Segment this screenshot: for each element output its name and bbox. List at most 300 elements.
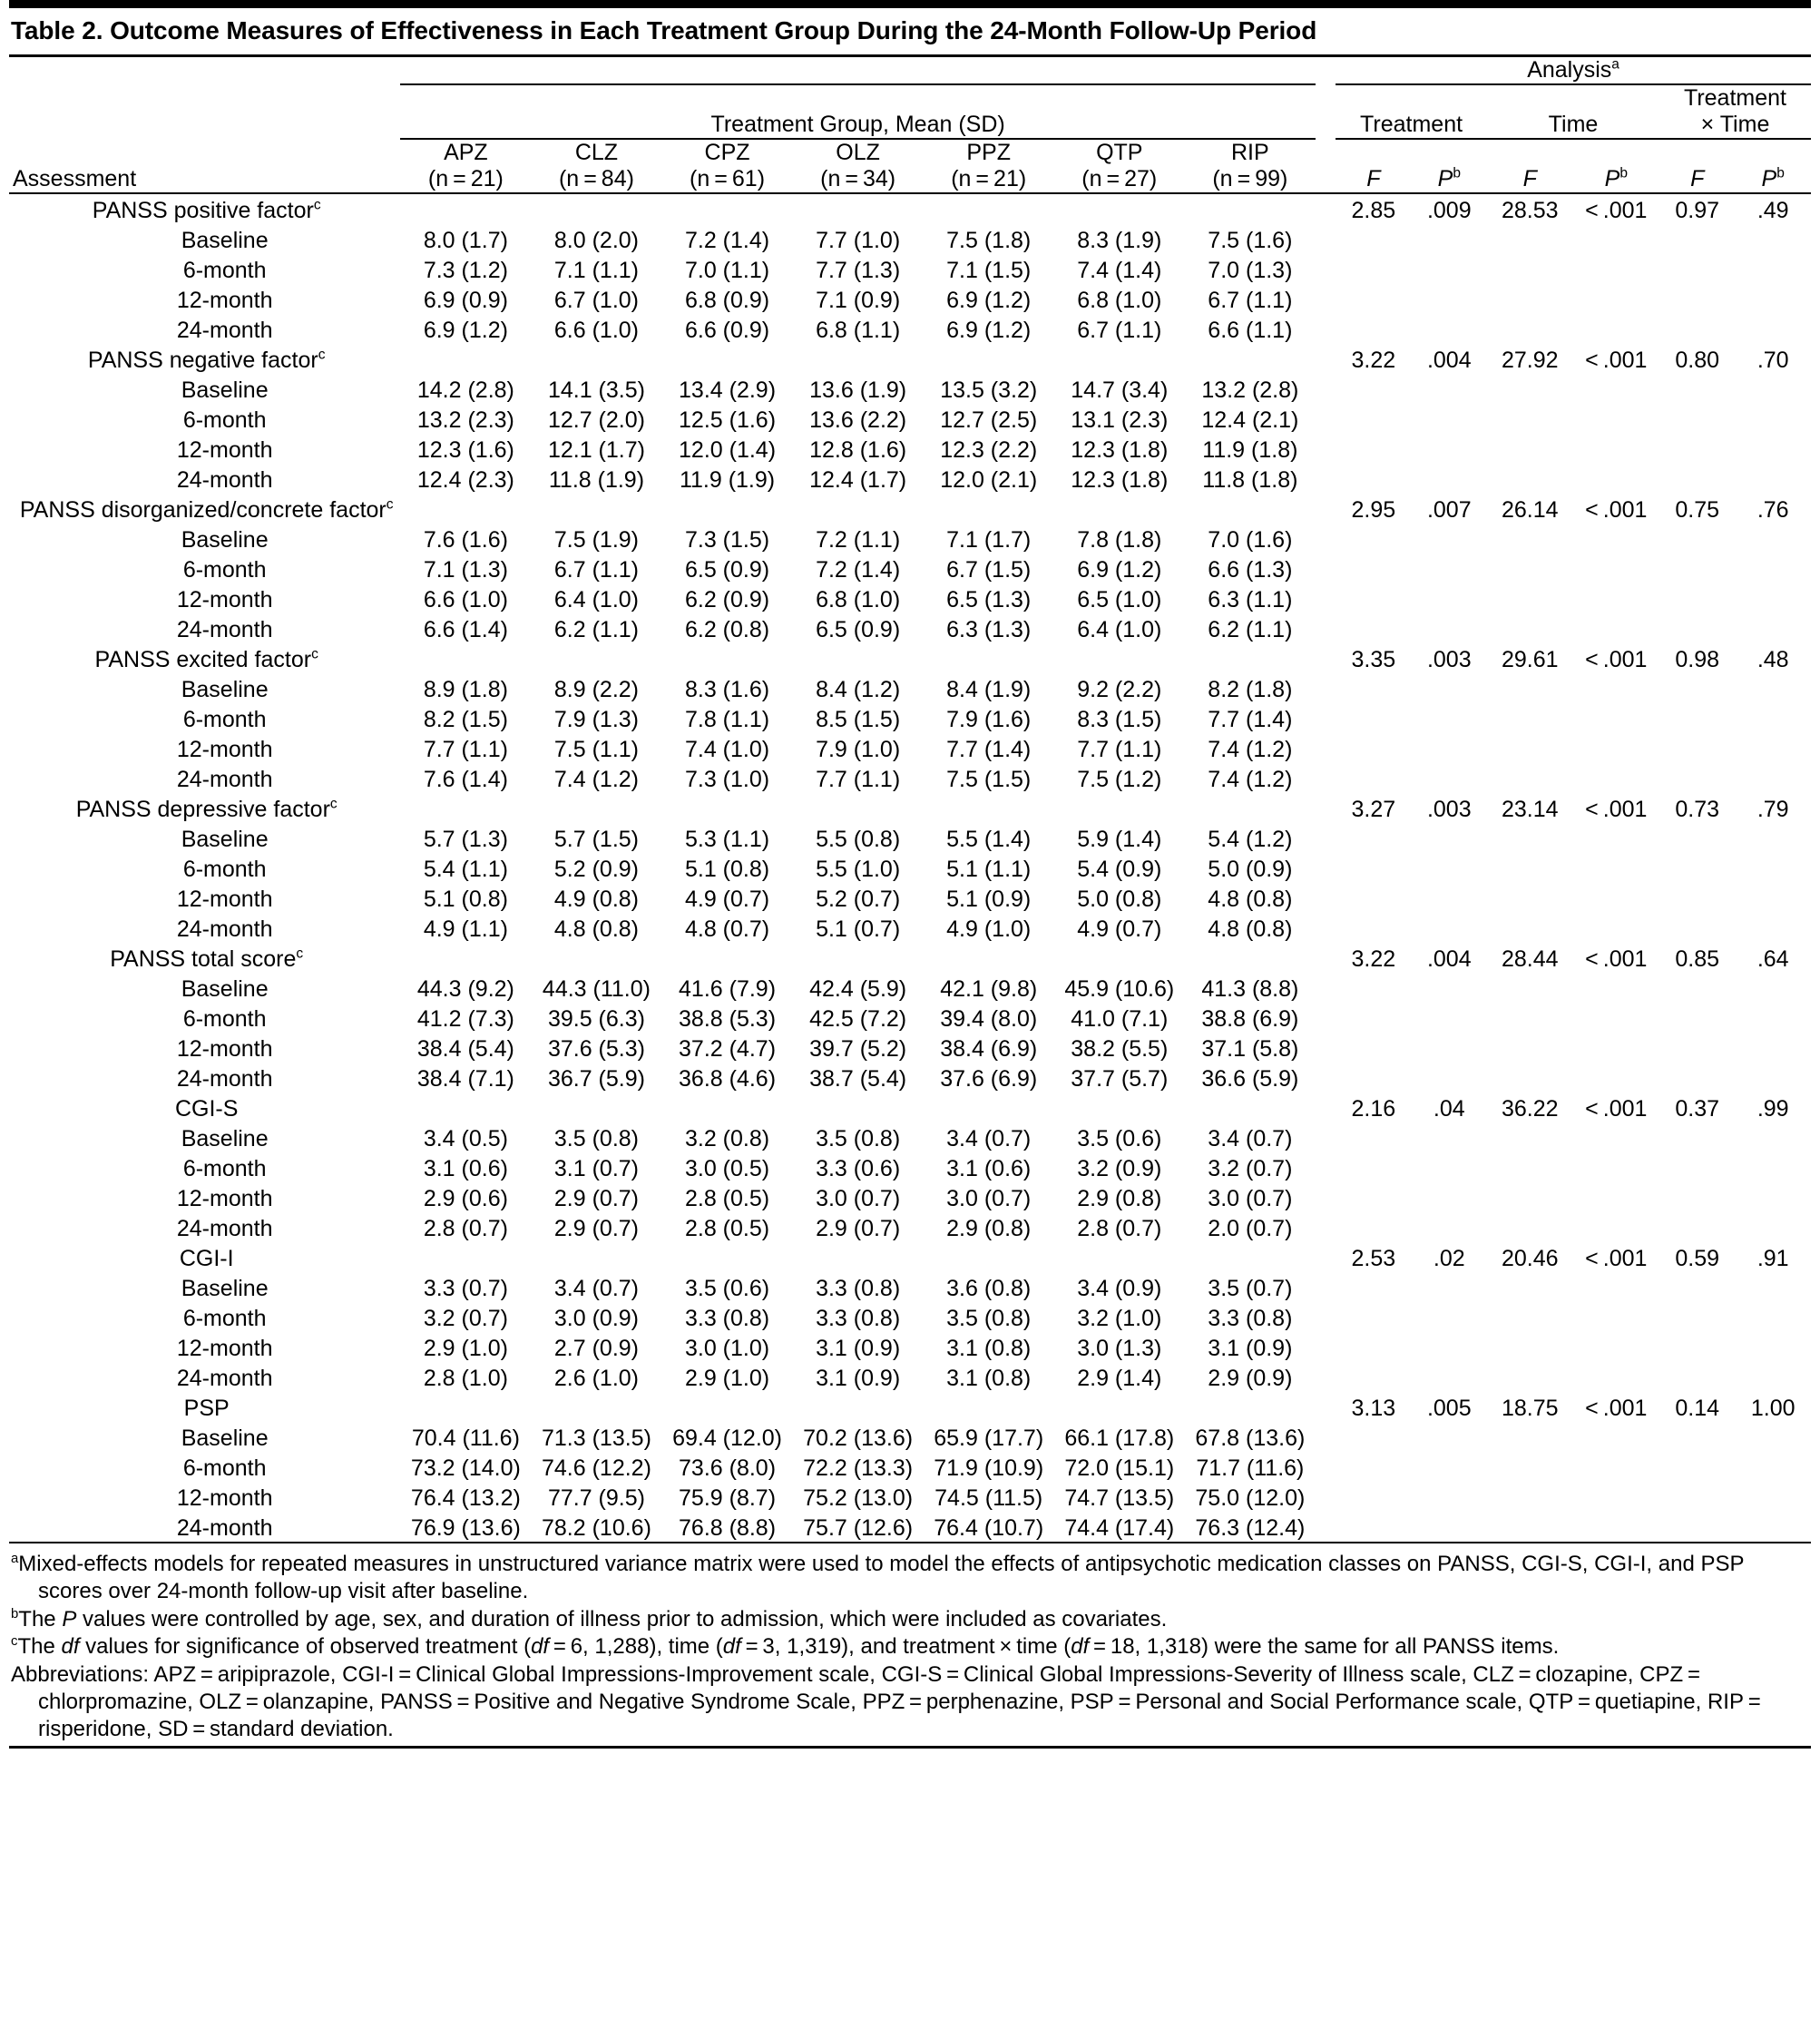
empty-value-cell xyxy=(924,1092,1054,1122)
interaction-label-line2: × Time xyxy=(1700,112,1770,137)
spacer-cell xyxy=(1316,913,1336,943)
empty-analysis-cell xyxy=(1735,853,1811,883)
value-cell: 2.9 (1.4) xyxy=(1077,1366,1162,1391)
empty-analysis-cell xyxy=(1412,1512,1487,1542)
empty-analysis-cell xyxy=(1336,254,1411,284)
empty-analysis-cell xyxy=(1573,434,1659,464)
value-cell: 3.0 (0.7) xyxy=(946,1186,1032,1211)
value-cell: 4.9 (0.8) xyxy=(553,887,640,912)
empty-analysis-cell xyxy=(1573,1212,1659,1242)
value-cell: 3.1 (0.6) xyxy=(946,1156,1032,1181)
empty-value-cell xyxy=(531,643,661,673)
value-cell: 3.5 (0.6) xyxy=(1077,1126,1162,1151)
value-cell: 7.5 (1.9) xyxy=(553,527,640,553)
header-span-row-2 xyxy=(9,85,1811,138)
table-row xyxy=(9,583,1811,613)
value-cell: 11.8 (1.8) xyxy=(1202,467,1298,493)
empty-analysis-cell xyxy=(1336,583,1411,613)
value-cell: 5.7 (1.3) xyxy=(423,827,508,852)
time-p-value: < .001 xyxy=(1585,946,1648,972)
value-cell: 3.1 (0.7) xyxy=(553,1156,640,1181)
value-cell: 76.4 (13.2) xyxy=(410,1485,521,1511)
value-cell: 8.5 (1.5) xyxy=(816,707,901,732)
empty-analysis-cell xyxy=(1487,703,1573,733)
empty-value-cell xyxy=(1054,194,1185,224)
value-cell: 12.0 (2.1) xyxy=(940,467,1038,493)
header-n-row xyxy=(9,166,1811,192)
value-cell: 41.2 (7.3) xyxy=(416,1006,514,1032)
empty-analysis-cell xyxy=(1412,733,1487,763)
empty-analysis-cell xyxy=(1336,464,1411,494)
empty-analysis-cell xyxy=(1336,883,1411,913)
table-row xyxy=(9,554,1811,583)
empty-analysis-cell xyxy=(1735,583,1811,613)
value-cell: 2.9 (1.0) xyxy=(423,1336,508,1361)
empty-value-cell xyxy=(1185,643,1316,673)
empty-value-cell xyxy=(662,1392,793,1422)
empty-analysis-cell xyxy=(1573,1332,1659,1362)
spacer-cell xyxy=(1316,1452,1336,1482)
treatment-f-value: 2.53 xyxy=(1351,1246,1396,1271)
spacer-cell xyxy=(1316,1033,1336,1063)
time-p-value: < .001 xyxy=(1585,1246,1648,1271)
value-cell: 7.4 (1.0) xyxy=(684,737,770,762)
time-p-value: < .001 xyxy=(1585,797,1648,822)
timepoint-label: 12-month xyxy=(176,1336,273,1361)
empty-analysis-cell xyxy=(1336,284,1411,314)
empty-value-cell xyxy=(662,194,793,224)
value-cell: 44.3 (9.2) xyxy=(416,976,514,1002)
empty-value-cell xyxy=(924,344,1054,374)
value-cell: 74.6 (12.2) xyxy=(542,1455,651,1481)
value-cell: 12.3 (1.8) xyxy=(1071,467,1169,493)
value-cell: 3.0 (0.7) xyxy=(1208,1186,1293,1211)
section-label: PANSS disorganized/concrete factor$^c$ xyxy=(19,496,394,523)
analysis-time-label: Time xyxy=(1548,112,1599,137)
empty-value-cell xyxy=(1185,1392,1316,1422)
empty-value-cell xyxy=(793,344,924,374)
bottom-rule xyxy=(9,1746,1811,1749)
empty-analysis-cell xyxy=(1487,823,1573,853)
empty-analysis-cell xyxy=(1412,1152,1487,1182)
analysis-span-label xyxy=(1336,57,1811,83)
timepoint-label: 6-month xyxy=(182,707,267,732)
group-name-clz: CLZ xyxy=(574,140,619,165)
empty-value-cell xyxy=(793,194,924,224)
value-cell: 6.5 (1.3) xyxy=(946,587,1032,612)
value-cell: 38.4 (7.1) xyxy=(416,1066,514,1092)
value-cell: 14.1 (3.5) xyxy=(547,377,645,403)
empty-analysis-cell xyxy=(1573,554,1659,583)
value-cell: 73.2 (14.0) xyxy=(410,1455,521,1481)
time-f-header: F xyxy=(1522,166,1537,191)
empty-analysis-cell xyxy=(1487,404,1573,434)
value-cell: 3.1 (0.9) xyxy=(1208,1336,1293,1361)
empty-analysis-cell xyxy=(1659,1452,1735,1482)
empty-analysis-cell xyxy=(1412,613,1487,643)
footnote-marker: c xyxy=(11,1634,18,1650)
value-cell: 2.9 (0.8) xyxy=(1077,1186,1162,1211)
value-cell: 2.6 (1.0) xyxy=(553,1366,640,1391)
value-cell: 8.0 (1.7) xyxy=(423,228,508,253)
time-f-value: 26.14 xyxy=(1502,497,1559,523)
value-cell: 3.2 (0.8) xyxy=(684,1126,770,1151)
table-row xyxy=(9,1362,1811,1392)
value-cell: 5.2 (0.9) xyxy=(553,857,640,882)
empty-analysis-cell xyxy=(1336,673,1411,703)
value-cell: 5.0 (0.8) xyxy=(1077,887,1162,912)
treatment-p-value: .009 xyxy=(1426,198,1472,223)
empty-analysis-cell xyxy=(1735,913,1811,943)
empty-analysis-cell xyxy=(1487,1362,1573,1392)
empty-analysis-cell xyxy=(1487,434,1573,464)
table-row xyxy=(9,1212,1811,1242)
treatment-f-value: 2.95 xyxy=(1351,497,1396,523)
interaction-f-value: 0.75 xyxy=(1675,497,1720,523)
empty-analysis-cell xyxy=(1573,314,1659,344)
timepoint-label: Baseline xyxy=(181,1276,269,1301)
value-cell: 7.5 (1.5) xyxy=(946,767,1032,792)
empty-value-cell xyxy=(1054,943,1185,973)
group-n-olz: (n = 34) xyxy=(820,166,896,191)
value-cell: 3.3 (0.6) xyxy=(816,1156,901,1181)
value-cell: 12.4 (2.1) xyxy=(1201,407,1299,433)
empty-analysis-cell xyxy=(1487,733,1573,763)
value-cell: 36.8 (4.6) xyxy=(679,1066,777,1092)
empty-analysis-cell xyxy=(1573,1362,1659,1392)
spacer-cell xyxy=(1316,1122,1336,1152)
time-f-value: 28.44 xyxy=(1502,946,1559,972)
empty-analysis-cell xyxy=(1487,1272,1573,1302)
empty-analysis-cell xyxy=(1659,673,1735,703)
empty-analysis-cell xyxy=(1735,883,1811,913)
value-cell: 7.1 (1.5) xyxy=(946,258,1032,283)
table-row xyxy=(9,733,1811,763)
empty-analysis-cell xyxy=(1487,973,1573,1003)
empty-value-cell xyxy=(531,494,661,524)
empty-analysis-cell xyxy=(1412,1482,1487,1512)
table-row xyxy=(9,763,1811,793)
value-cell: 12.4 (2.3) xyxy=(416,467,514,493)
treatment-group-title: Treatment Group, Mean (SD) xyxy=(710,112,1005,137)
empty-analysis-cell xyxy=(1487,284,1573,314)
treatment-p-value: .04 xyxy=(1433,1096,1465,1122)
table-row xyxy=(9,1332,1811,1362)
empty-value-cell xyxy=(400,494,531,524)
empty-analysis-cell xyxy=(1412,583,1487,613)
empty-analysis-cell xyxy=(1659,913,1735,943)
time-f-value: 20.46 xyxy=(1502,1246,1559,1271)
spacer-cell xyxy=(1316,943,1336,973)
value-cell: 3.4 (0.7) xyxy=(946,1126,1032,1151)
blank-cell xyxy=(1316,140,1336,166)
value-cell: 5.1 (0.7) xyxy=(816,916,901,942)
value-cell: 38.4 (6.9) xyxy=(940,1036,1038,1062)
group-n-qtp: (n = 27) xyxy=(1081,166,1158,191)
timepoint-label: 6-month xyxy=(182,1306,267,1331)
value-cell: 37.7 (5.7) xyxy=(1071,1066,1169,1092)
group-n-clz: (n = 84) xyxy=(558,166,634,191)
table-row xyxy=(9,853,1811,883)
empty-analysis-cell xyxy=(1573,224,1659,254)
table-row xyxy=(9,1182,1811,1212)
value-cell: 13.2 (2.3) xyxy=(416,407,514,433)
empty-analysis-cell xyxy=(1487,1332,1573,1362)
value-cell: 7.5 (1.8) xyxy=(946,228,1032,253)
value-cell: 70.2 (13.6) xyxy=(803,1426,914,1451)
value-cell: 8.0 (2.0) xyxy=(553,228,640,253)
table-row xyxy=(9,1003,1811,1033)
empty-analysis-cell xyxy=(1336,1332,1411,1362)
value-cell: 2.9 (0.7) xyxy=(553,1186,640,1211)
treatment-p-header xyxy=(1412,166,1487,192)
empty-analysis-cell xyxy=(1412,973,1487,1003)
group-n-apz: (n = 21) xyxy=(427,166,504,191)
value-cell: 75.2 (13.0) xyxy=(803,1485,914,1511)
value-cell: 3.6 (0.8) xyxy=(946,1276,1032,1301)
section-label-sup: c xyxy=(313,197,321,213)
empty-analysis-cell xyxy=(1659,613,1735,643)
interaction-p-value: .76 xyxy=(1756,497,1789,523)
value-cell: 2.9 (0.7) xyxy=(553,1216,640,1241)
value-cell: 7.4 (1.2) xyxy=(1208,737,1293,762)
empty-analysis-cell xyxy=(1336,1003,1411,1033)
empty-analysis-cell xyxy=(1336,1122,1411,1152)
empty-analysis-cell xyxy=(1573,1063,1659,1092)
blank-cell xyxy=(1573,140,1659,166)
value-cell: 3.4 (0.7) xyxy=(553,1276,640,1301)
table-row xyxy=(9,1033,1811,1063)
value-cell: 3.3 (0.8) xyxy=(684,1306,770,1331)
empty-analysis-cell xyxy=(1659,1302,1735,1332)
table-row xyxy=(9,1122,1811,1152)
empty-value-cell xyxy=(531,344,661,374)
value-cell: 70.4 (11.6) xyxy=(411,1426,520,1451)
empty-analysis-cell xyxy=(1573,524,1659,554)
spacer-cell xyxy=(1316,524,1336,554)
empty-analysis-cell xyxy=(1735,404,1811,434)
empty-analysis-cell xyxy=(1573,763,1659,793)
blank-cell xyxy=(1412,140,1487,166)
value-cell: 7.4 (1.2) xyxy=(1208,767,1293,792)
value-cell: 7.7 (1.0) xyxy=(816,228,901,253)
empty-analysis-cell xyxy=(1412,1332,1487,1362)
value-cell: 14.7 (3.4) xyxy=(1071,377,1169,403)
value-cell: 6.7 (1.1) xyxy=(553,557,640,583)
empty-analysis-cell xyxy=(1487,1122,1573,1152)
empty-analysis-cell xyxy=(1412,1122,1487,1152)
treatment-f-value: 3.22 xyxy=(1351,946,1396,972)
table-row xyxy=(9,943,1811,973)
timepoint-label: 12-month xyxy=(176,737,273,762)
value-cell: 66.1 (17.8) xyxy=(1064,1426,1175,1451)
empty-analysis-cell xyxy=(1487,524,1573,554)
value-cell: 9.2 (2.2) xyxy=(1077,677,1162,702)
value-cell: 6.6 (1.3) xyxy=(1208,557,1293,583)
value-cell: 3.5 (0.7) xyxy=(1208,1276,1293,1301)
value-cell: 72.2 (13.3) xyxy=(803,1455,914,1481)
value-cell: 3.1 (0.9) xyxy=(816,1336,901,1361)
value-cell: 4.8 (0.8) xyxy=(1208,916,1293,942)
section-label-sup: c xyxy=(311,646,318,662)
table-row xyxy=(9,793,1811,823)
value-cell: 12.4 (1.7) xyxy=(809,467,907,493)
empty-value-cell xyxy=(662,943,793,973)
section-label: PANSS depressive factor$^c$ xyxy=(75,796,338,822)
empty-analysis-cell xyxy=(1735,1182,1811,1212)
empty-analysis-cell xyxy=(1659,1152,1735,1182)
value-cell: 2.8 (1.0) xyxy=(423,1366,508,1391)
time-p-value: < .001 xyxy=(1585,1096,1648,1122)
empty-value-cell xyxy=(400,943,531,973)
empty-value-cell xyxy=(531,194,661,224)
empty-analysis-cell xyxy=(1573,973,1659,1003)
empty-analysis-cell xyxy=(1336,1182,1411,1212)
value-cell: 2.7 (0.9) xyxy=(553,1336,640,1361)
spacer-cell xyxy=(1316,1063,1336,1092)
value-cell: 8.2 (1.5) xyxy=(423,707,508,732)
value-cell: 7.2 (1.4) xyxy=(684,228,770,253)
value-cell: 5.1 (0.9) xyxy=(946,887,1032,912)
empty-analysis-cell xyxy=(1573,254,1659,284)
value-cell: 76.4 (10.7) xyxy=(934,1515,1044,1541)
table-row xyxy=(9,434,1811,464)
value-cell: 4.9 (0.7) xyxy=(684,887,770,912)
timepoint-label: 12-month xyxy=(176,887,273,912)
empty-analysis-cell xyxy=(1659,374,1735,404)
table-row xyxy=(9,1452,1811,1482)
value-cell: 5.1 (0.8) xyxy=(423,887,508,912)
table-body xyxy=(9,194,1811,1542)
value-cell: 6.2 (1.1) xyxy=(1208,617,1293,642)
value-cell: 12.8 (1.6) xyxy=(809,437,907,463)
empty-analysis-cell xyxy=(1573,823,1659,853)
value-cell: 3.4 (0.7) xyxy=(1208,1126,1293,1151)
value-cell: 3.1 (0.8) xyxy=(946,1336,1032,1361)
blank-cell xyxy=(1487,140,1573,166)
value-cell: 4.9 (0.7) xyxy=(1077,916,1162,942)
interaction-label-line1: Treatment xyxy=(1683,85,1786,111)
timepoint-label: 24-month xyxy=(176,1515,273,1541)
empty-analysis-cell xyxy=(1573,1272,1659,1302)
empty-analysis-cell xyxy=(1412,913,1487,943)
value-cell: 4.9 (1.1) xyxy=(423,916,508,942)
empty-analysis-cell xyxy=(1336,853,1411,883)
empty-analysis-cell xyxy=(1336,1482,1411,1512)
spacer-cell xyxy=(1316,464,1336,494)
empty-value-cell xyxy=(793,1392,924,1422)
interaction-f-value: 0.14 xyxy=(1675,1396,1720,1421)
spacer-cell xyxy=(1316,763,1336,793)
value-cell: 41.0 (7.1) xyxy=(1071,1006,1169,1032)
value-cell: 6.2 (1.1) xyxy=(553,617,640,642)
treatment-f-value: 3.27 xyxy=(1351,797,1396,822)
value-cell: 71.9 (10.9) xyxy=(934,1455,1044,1481)
empty-analysis-cell xyxy=(1573,1182,1659,1212)
treatment-p-value: .003 xyxy=(1426,797,1472,822)
empty-value-cell xyxy=(1054,1242,1185,1272)
table-row xyxy=(9,673,1811,703)
value-cell: 12.5 (1.6) xyxy=(679,407,777,433)
spacer-cell xyxy=(1316,673,1336,703)
spacer-cell xyxy=(1316,883,1336,913)
empty-analysis-cell xyxy=(1336,374,1411,404)
value-cell: 3.5 (0.8) xyxy=(946,1306,1032,1331)
empty-value-cell xyxy=(1185,194,1316,224)
value-cell: 38.4 (5.4) xyxy=(416,1036,514,1062)
value-cell: 12.7 (2.0) xyxy=(547,407,645,433)
empty-analysis-cell xyxy=(1573,1003,1659,1033)
empty-analysis-cell xyxy=(1735,374,1811,404)
empty-analysis-cell xyxy=(1336,1302,1411,1332)
p-letter: P xyxy=(1761,166,1777,191)
treatment-p-value: .02 xyxy=(1433,1246,1465,1271)
interaction-f-value: 0.80 xyxy=(1675,348,1720,373)
empty-analysis-cell xyxy=(1735,1212,1811,1242)
value-cell: 7.3 (1.5) xyxy=(684,527,770,553)
empty-analysis-cell xyxy=(1659,1063,1735,1092)
value-cell: 42.1 (9.8) xyxy=(940,976,1038,1002)
blank-cell xyxy=(1735,140,1811,166)
value-cell: 78.2 (10.6) xyxy=(542,1515,651,1541)
value-cell: 3.0 (0.9) xyxy=(553,1306,640,1331)
empty-analysis-cell xyxy=(1412,1063,1487,1092)
value-cell: 7.1 (0.9) xyxy=(816,288,901,313)
spacer-cell xyxy=(1316,1332,1336,1362)
empty-analysis-cell xyxy=(1487,464,1573,494)
empty-value-cell xyxy=(400,1392,531,1422)
empty-analysis-cell xyxy=(1412,1003,1487,1033)
value-cell: 5.4 (0.9) xyxy=(1077,857,1162,882)
empty-analysis-cell xyxy=(1659,224,1735,254)
spacer-cell xyxy=(1316,1362,1336,1392)
empty-analysis-cell xyxy=(1573,1122,1659,1152)
empty-analysis-cell xyxy=(1573,1152,1659,1182)
interaction-p-header xyxy=(1735,166,1811,192)
value-cell: 6.9 (1.2) xyxy=(1077,557,1162,583)
table-title: Table 2. Outcome Measures of Effectiveness in Each Treatment Group During the 24-Month Follow-Up Period xyxy=(11,16,1317,44)
time-f-value: 36.22 xyxy=(1502,1096,1559,1122)
value-cell: 6.7 (1.1) xyxy=(1208,288,1293,313)
empty-analysis-cell xyxy=(1487,224,1573,254)
empty-analysis-cell xyxy=(1735,613,1811,643)
value-cell: 13.6 (1.9) xyxy=(809,377,907,403)
table-row xyxy=(9,1092,1811,1122)
value-cell: 3.0 (1.0) xyxy=(684,1336,770,1361)
value-cell: 7.5 (1.6) xyxy=(1208,228,1293,253)
value-cell: 6.6 (1.0) xyxy=(423,587,508,612)
empty-analysis-cell xyxy=(1735,1003,1811,1033)
value-cell: 6.9 (1.2) xyxy=(946,318,1032,343)
value-cell: 6.6 (1.1) xyxy=(1208,318,1293,343)
value-cell: 2.8 (0.5) xyxy=(684,1186,770,1211)
empty-analysis-cell xyxy=(1412,314,1487,344)
value-cell: 39.5 (6.3) xyxy=(547,1006,645,1032)
value-cell: 7.8 (1.1) xyxy=(684,707,770,732)
header-span-row-1 xyxy=(9,57,1811,83)
empty-analysis-cell xyxy=(1336,1152,1411,1182)
value-cell: 3.0 (1.3) xyxy=(1077,1336,1162,1361)
empty-analysis-cell xyxy=(1573,913,1659,943)
value-cell: 7.0 (1.6) xyxy=(1208,527,1293,553)
empty-analysis-cell xyxy=(1573,883,1659,913)
empty-analysis-cell xyxy=(1659,1212,1735,1242)
table-row xyxy=(9,404,1811,434)
value-cell: 72.0 (15.1) xyxy=(1064,1455,1175,1481)
empty-value-cell xyxy=(662,344,793,374)
table-row xyxy=(9,973,1811,1003)
value-cell: 39.7 (5.2) xyxy=(809,1036,907,1062)
